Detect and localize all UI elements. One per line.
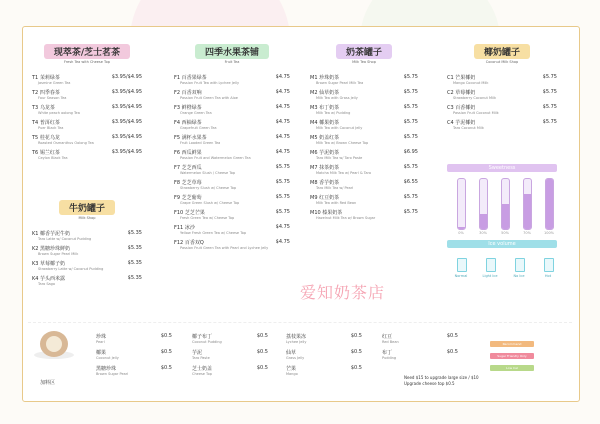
ice-level-label: Light Ice — [482, 274, 498, 278]
menu-item — [310, 149, 418, 164]
item-english-name: Ceylon Black Tea — [38, 156, 68, 160]
item-price: $4.75 — [275, 104, 290, 110]
topping-item — [382, 333, 458, 347]
item-name: T6 锡兰红茶 — [32, 150, 60, 156]
coffee-cup-icon — [40, 331, 68, 357]
topping-english-name: Grass Jelly — [286, 356, 305, 360]
item-price: $5.75 — [403, 134, 418, 140]
item-english-name: Taro Coconut Milk — [453, 126, 484, 130]
topping-english-name: Coconut Pudding — [192, 340, 222, 344]
item-english-name: Puer Black Tea — [38, 126, 64, 130]
topping-name: 仙草 — [286, 350, 297, 356]
item-name: M8 香芋奶茶 — [310, 180, 340, 186]
item-name: M4 椰果奶茶 — [310, 120, 340, 126]
item-english-name: Watermelon Slush / Cheese Top — [180, 171, 236, 175]
menu-item — [447, 89, 557, 104]
topping-item — [96, 333, 172, 347]
item-price: $5.35 — [127, 230, 142, 236]
sweetness-label: Sweetness — [447, 164, 557, 172]
item-english-name: Milk Tea w/ Pudding — [316, 111, 351, 115]
item-price: $4.75 — [275, 74, 290, 80]
item-english-name: Yellow Fresh Green Tea w/ Cheese Top — [180, 231, 247, 235]
sweetness-percent: 100% — [543, 231, 554, 235]
ice-level-label: Normal — [454, 274, 468, 278]
sweetness-bar-fill — [480, 214, 487, 229]
sweetness-percent: 50% — [501, 231, 509, 235]
ice-cup-icon — [515, 258, 525, 272]
item-name: F7 芝芝西瓜 — [174, 165, 202, 171]
item-price: $5.75 — [403, 119, 418, 125]
item-english-name: Grape Green Slush w/ Cheese Top — [180, 201, 240, 205]
item-name: F3 鲜橙绿茶 — [174, 105, 202, 111]
item-name: M6 芋泥奶茶 — [310, 150, 340, 156]
item-english-name: Brown Sugar Pearl Milk Tea — [316, 81, 364, 85]
menu-item — [32, 149, 142, 164]
item-name: K4 芋头西米露 — [32, 276, 66, 282]
item-price: $4.75 — [275, 239, 290, 245]
item-name: M3 布丁奶茶 — [310, 105, 340, 111]
section-subtitle: Coconut Milk Shop — [485, 60, 519, 64]
section-subtitle: Fresh Tea with Cheese Top — [64, 60, 110, 64]
item-price: $5.75 — [403, 104, 418, 110]
item-price: $4.75 — [275, 134, 290, 140]
topping-english-name: Pearl — [96, 340, 105, 344]
topping-price: $0.5 — [446, 349, 458, 355]
item-english-name: Passion Fruit and Watermelon Green Tea — [180, 156, 251, 160]
upgrade-note-line-1: Need $15 to upgrade large size / $10 — [404, 375, 479, 380]
item-name: M7 抹茶奶茶 — [310, 165, 340, 171]
topping-item — [382, 349, 458, 363]
ice-volume-label: Ice volume — [447, 240, 557, 248]
section-title: 现萃茶/芝士茗茶 — [44, 44, 130, 59]
item-name: F9 芝芝葡萄 — [174, 195, 202, 201]
topping-price: $0.5 — [256, 365, 268, 371]
item-english-name: Strawberry Coconut Milk — [453, 96, 496, 100]
topping-english-name: Taro Paste — [192, 356, 210, 360]
item-price: $5.75 — [542, 89, 557, 95]
sweetness-bar-fill — [458, 227, 465, 230]
sweetness-bar — [501, 178, 510, 230]
topping-english-name: Pudding — [382, 356, 397, 360]
menu-item — [447, 104, 557, 119]
item-english-name: Strawberry Latte w/ Coconut Pudding — [38, 267, 104, 271]
menu-item — [447, 119, 557, 134]
item-list — [447, 74, 557, 134]
menu-item — [310, 194, 418, 209]
sweetness-percent: 0% — [458, 231, 464, 235]
section-title: 牛奶罐子 — [59, 200, 115, 215]
item-english-name: Four Season Tea — [38, 96, 67, 100]
menu-item — [174, 239, 290, 254]
topping-price: $0.5 — [160, 349, 172, 355]
item-name: F8 芝芝草莓 — [174, 180, 202, 186]
menu-item — [32, 119, 142, 134]
item-english-name: Passion Fruit Green Tea with Aloe — [180, 96, 238, 100]
item-english-name: Milk Tea with Red Bean — [316, 201, 357, 205]
topping-name: 布丁 — [382, 350, 393, 356]
legend-tag: Recommend — [490, 341, 534, 347]
sweetness-percent: 30% — [479, 231, 487, 235]
legend-tag: Sugar Friendly Only — [490, 353, 534, 359]
menu-item — [174, 224, 290, 239]
sweetness-percent: 70% — [523, 231, 531, 235]
item-price: $5.75 — [403, 164, 418, 170]
menu-item — [174, 134, 290, 149]
menu-item — [174, 89, 290, 104]
item-english-name: Passion Fruit Tea with Lychee Jelly — [180, 81, 240, 85]
section-fruit-tea — [174, 44, 290, 254]
ice-level-label: No Ice — [513, 274, 525, 278]
menu-item — [174, 149, 290, 164]
toppings-label: 加料区 — [40, 380, 56, 386]
menu-item — [174, 209, 290, 224]
item-price: $5.35 — [127, 245, 142, 251]
topping-english-name: Lychee Jelly — [286, 340, 307, 344]
item-english-name: Roasted Osmanthus Oolong Tea — [38, 141, 94, 145]
menu-item — [174, 74, 290, 89]
sweetness-bar-fill — [546, 179, 553, 229]
item-name: T1 茉莉绿茶 — [32, 75, 60, 81]
topping-item — [286, 365, 362, 379]
topping-english-name: Coconut Jelly — [96, 356, 119, 360]
shop-name: 爱知奶茶店 — [300, 283, 386, 302]
item-price: $5.75 — [542, 74, 557, 80]
item-name: M5 奶盖红茶 — [310, 135, 340, 141]
item-price: $5.75 — [403, 89, 418, 95]
item-name: F4 西柚绿茶 — [174, 120, 202, 126]
section-title: 四季水果茶铺 — [195, 44, 269, 59]
topping-price: $0.5 — [350, 365, 362, 371]
topping-price: $0.5 — [350, 333, 362, 339]
item-price: $5.75 — [542, 104, 557, 110]
menu-item — [174, 164, 290, 179]
section-subtitle: Fruit Tea — [224, 60, 240, 64]
topping-name: 黑糖珍珠 — [96, 366, 117, 372]
item-english-name: Mango Coconut Milk — [453, 81, 489, 85]
item-name: K2 黑糖珍珠鲜奶 — [32, 246, 71, 252]
topping-name: 珍珠 — [96, 334, 107, 340]
item-english-name: Taro Milk Tea w/ Taro Paste — [316, 156, 363, 160]
item-name: T4 普洱红茶 — [32, 120, 60, 126]
topping-price: $0.5 — [256, 349, 268, 355]
topping-item — [192, 349, 268, 363]
menu-item — [174, 104, 290, 119]
topping-price: $0.5 — [160, 333, 172, 339]
sweetness-bar — [545, 178, 554, 230]
item-price: $3.95/$4.95 — [111, 104, 142, 110]
item-price: $5.75 — [275, 179, 290, 185]
item-name: C2 草莓椰奶 — [447, 90, 476, 96]
topping-english-name: Brown Sugar Pearl — [96, 372, 129, 376]
item-price: $3.95/$4.95 — [111, 119, 142, 125]
topping-price: $0.5 — [446, 333, 458, 339]
item-list — [310, 74, 418, 224]
item-english-name: Jasmine Green Tea — [38, 81, 71, 85]
topping-item — [286, 349, 362, 363]
item-english-name: Hazelnut Milk Tea w/ Brown Sugar — [316, 216, 376, 220]
sweetness-bar-fill — [502, 204, 509, 229]
menu-item — [32, 104, 142, 119]
item-name: M10 榛果奶茶 — [310, 210, 343, 216]
menu-item — [310, 209, 418, 224]
ice-cup-icon — [486, 258, 496, 272]
topping-english-name: Cheese Top — [192, 372, 212, 376]
item-price: $3.95/$4.95 — [111, 89, 142, 95]
menu-item — [32, 74, 142, 89]
topping-item — [192, 333, 268, 347]
item-name: F1 百香果绿茶 — [174, 75, 207, 81]
upgrade-note — [404, 375, 479, 387]
topping-name: 芋泥 — [192, 350, 203, 356]
menu-item — [310, 104, 418, 119]
item-price: $4.75 — [275, 224, 290, 230]
item-english-name: Passion Fruit Green Tea with Pearl and Lychee Jelly — [180, 246, 269, 250]
menu-item — [174, 194, 290, 209]
topping-item — [96, 349, 172, 363]
section-title: 椰奶罐子 — [474, 44, 530, 59]
menu-item — [32, 260, 142, 275]
item-list — [32, 230, 142, 290]
item-price: $5.75 — [275, 194, 290, 200]
item-name: K3 草莓椰子奶 — [32, 261, 66, 267]
item-price: $5.35 — [127, 260, 142, 266]
item-name: F12 百香双Q — [174, 240, 204, 246]
toppings-panel — [28, 322, 572, 389]
item-english-name: Matcha Milk Tea w/ Pearl & Taro — [316, 171, 372, 175]
item-name: C1 芒果椰奶 — [447, 75, 476, 81]
topping-price: $0.5 — [350, 349, 362, 355]
item-name: T5 桂花乌龙 — [32, 135, 60, 141]
topping-english-name: Mango — [286, 372, 298, 376]
item-english-name: Milk Tea with Grass Jelly — [316, 96, 358, 100]
item-price: $5.75 — [542, 119, 557, 125]
item-price: $5.35 — [127, 275, 142, 281]
legend-tag: Low Cal — [490, 365, 534, 371]
item-price: $4.75 — [275, 149, 290, 155]
topping-name: 芝士奶盖 — [192, 366, 213, 372]
item-english-name: Brown Sugar Pearl Milk — [38, 252, 79, 256]
menu-item — [32, 134, 142, 149]
menu-item — [32, 275, 142, 290]
menu-item — [32, 230, 142, 245]
topping-english-name: Red Bean — [382, 340, 399, 344]
topping-name: 红豆 — [382, 334, 393, 340]
ice-cup-icon — [457, 258, 467, 272]
topping-name: 芒果 — [286, 366, 297, 372]
item-price: $5.75 — [403, 194, 418, 200]
topping-name: 椰果 — [96, 350, 107, 356]
item-price: $6.55 — [403, 179, 418, 185]
sweetness-bar — [457, 178, 466, 230]
topping-price: $0.5 — [160, 365, 172, 371]
item-price: $3.95/$4.95 — [111, 149, 142, 155]
topping-price: $0.5 — [256, 333, 268, 339]
item-price: $3.95/$4.95 — [111, 134, 142, 140]
menu-item — [174, 179, 290, 194]
item-english-name: Milk Tea with Coconut Jelly — [316, 126, 363, 130]
item-name: F2 百香双响 — [174, 90, 202, 96]
item-name: F6 西瓜鲜果 — [174, 150, 202, 156]
menu-item — [447, 74, 557, 89]
item-name: M1 珍珠奶茶 — [310, 75, 340, 81]
item-english-name: Orange Green Tea — [180, 111, 212, 115]
item-name: C4 芋泥椰奶 — [447, 120, 476, 126]
sweetness-bar-fill — [524, 194, 531, 229]
item-price: $3.95/$4.95 — [111, 74, 142, 80]
ice-level-label: Hot — [544, 274, 552, 278]
menu-item — [310, 179, 418, 194]
menu-item — [32, 245, 142, 260]
topping-item — [192, 365, 268, 379]
item-english-name: Passion Fruit Coconut Milk — [453, 111, 499, 115]
upgrade-note-line-2: Upgrade cheese top $0.5 — [404, 381, 455, 386]
sweetness-bar — [479, 178, 488, 230]
topping-name: 椰子布丁 — [192, 334, 213, 340]
sweetness-bar — [523, 178, 532, 230]
item-english-name: Strawberry Slush w/ Cheese Top — [180, 186, 237, 190]
section-coconut-milk — [447, 44, 557, 134]
item-english-name: Fruit Loaded Green Tea — [180, 141, 221, 145]
menu-item — [310, 164, 418, 179]
item-english-name: Fresh Green Tea w/ Cheese Top — [180, 216, 235, 220]
item-name: M9 红豆奶茶 — [310, 195, 340, 201]
section-cheese-tea — [32, 44, 142, 164]
section-subtitle: Milk Tea Shop — [352, 60, 376, 64]
topping-name: 荔枝果冻 — [286, 334, 307, 340]
topping-item — [286, 333, 362, 347]
section-title: 奶茶罐子 — [336, 44, 392, 59]
item-list — [32, 74, 142, 164]
menu-item — [310, 119, 418, 134]
item-name: F11 冰沙 — [174, 225, 195, 231]
section-milk-tea — [310, 44, 418, 224]
item-name: T2 四季春茶 — [32, 90, 60, 96]
item-list — [174, 74, 290, 254]
section-subtitle: Milk Shop — [78, 216, 96, 220]
item-name: M2 仙草奶茶 — [310, 90, 340, 96]
item-english-name: Grapefruit Green Tea — [180, 126, 217, 130]
menu-item — [310, 89, 418, 104]
item-english-name: White peach oolong Tea — [38, 111, 80, 115]
item-price: $5.75 — [403, 209, 418, 215]
item-name: C3 百香椰奶 — [447, 105, 476, 111]
latte-art-icon — [46, 336, 62, 352]
item-english-name: Taro Latte w/ Coconut Pudding — [38, 237, 92, 241]
item-price: $5.75 — [275, 209, 290, 215]
item-english-name: Taro Sago — [38, 282, 56, 286]
item-name: K1 椰香芋泥牛奶 — [32, 231, 71, 237]
item-english-name: Taro Milk Tea w/ Pearl — [316, 186, 354, 190]
item-name: F5 满杯水果茶 — [174, 135, 207, 141]
section-milk — [32, 200, 142, 290]
menu-item — [174, 119, 290, 134]
ice-cup-icon — [544, 258, 554, 272]
item-english-name: Milk Tea w/ Brown Cheese Top — [316, 141, 369, 145]
item-price: $6.95 — [403, 149, 418, 155]
menu-item — [310, 74, 418, 89]
topping-item — [96, 365, 172, 379]
item-price: $5.75 — [403, 74, 418, 80]
item-name: F10 芝芝芒果 — [174, 210, 205, 216]
item-price: $4.75 — [275, 89, 290, 95]
menu-item — [32, 89, 142, 104]
menu-item — [310, 134, 418, 149]
item-price: $5.75 — [275, 164, 290, 170]
item-price: $4.75 — [275, 119, 290, 125]
item-name: T3 乌龙茶 — [32, 105, 55, 111]
